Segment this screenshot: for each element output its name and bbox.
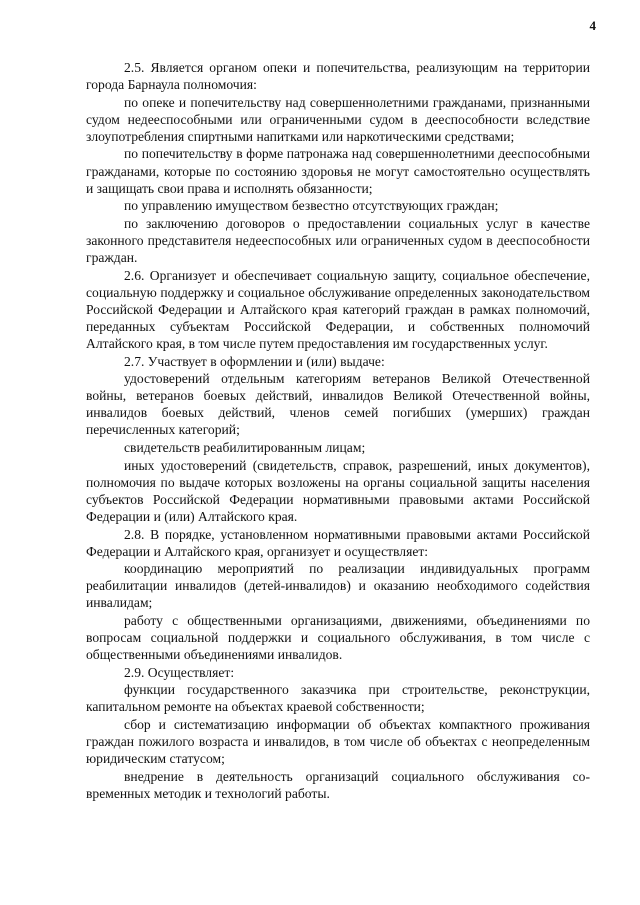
paragraph-guardianship-incapacitated: по опеке и попечительству над совершеннолетними гражданами, признанными судом недееспособными или ограниченными судом в дееспособности вследствие злоупотребления спиртными напитками или наркотическими средствами; [86, 94, 590, 144]
paragraph-compact-residence-info: сбор и систематизацию информации об объектах компактного проживания граждан пожилого возраста и инвалидов, в том числе об объектах с неопределенным юридическим статусом; [86, 717, 590, 767]
page-number: 4 [589, 18, 596, 33]
paragraph-public-organizations: работу с общественными организациями, движениями, объединениями по вопросам социальной поддержки и социального обслуживания, в том числе с общественными объединениями инвалидов. [86, 613, 590, 663]
document-body [86, 59, 590, 803]
paragraph-rehabilitation-coordination: координацию мероприятий по реализации индивидуальных программ реабилитации инвалидов (детей-инвалидов) и оказанию необходимого содействия инвалидам; [86, 561, 590, 611]
paragraph-2-7-intro: 2.7. Участвует в оформлении и (или) выдаче: [124, 353, 385, 369]
paragraph-state-customer: функции государственного заказчика при строительстве, реконструкции, капитальном ремонте на объектах краевой собственности; [86, 682, 590, 715]
paragraph-veteran-certificates: удостоверений отдельным категориям ветеранов Великой Отечественной войны, ветеранов боевых действий, инвалидов Великой Отечественной войны, инвалидов боевых действий, членов семей погибших (умерших) граждан перечисленных категорий; [86, 371, 590, 438]
paragraph-patronage: по попечительству в форме патронажа над совершеннолетними дееспособными гражданами, которые по состоянию здоровья не могут самостоятельно осуществлять и защищать свои права и исполнять обязанности; [86, 146, 590, 196]
paragraph-rehabilitated-certificates: свидетельств реабилитированным лицам; [124, 440, 366, 456]
paragraph-2-5-intro: 2.5. Является органом опеки и попечительства, реализующим на территории города Барнаула полномочия: [86, 60, 590, 93]
paragraph-modern-methods: внедрение в деятельность организаций социального обслуживания современных методик и технологий работы. [86, 768, 590, 801]
paragraph-other-certificates: иных удостоверений (свидетельств, справок, разрешений, иных документов), полномочия по выдаче которых возложены на органы социальной защиты населения субъектов Российской Федерации нормативными правовыми актами Российской Федерации и (или) Алтайского края. [86, 457, 590, 524]
paragraph-2-9-intro: 2.9. Осуществляет: [124, 664, 235, 680]
paragraph-2-6: 2.6. Организует и обеспечивает социальную защиту, социальное обеспечение, социальную поддержку и социальное обслуживание определенных законодательством Российской Федерации и Алтайского края категорий граждан в рамках полномочий, переданных субъектам Российской Федерации, и собственных полномочий Алтайского края, в том числе путем предоставления им государственных услуг. [86, 267, 590, 351]
paragraph-2-8-intro: 2.8. В порядке, установленном нормативными правовыми актами Российской Федерации и Алтайского края, организует и осуществляет: [86, 526, 590, 559]
paragraph-social-services-contracts: по заключению договоров о предоставлении социальных услуг в качестве законного представителя недееспособных или ограниченных судом в дееспособности граждан. [86, 215, 590, 266]
paragraph-property-management: по управлению имуществом безвестно отсутствующих граждан; [124, 198, 499, 214]
